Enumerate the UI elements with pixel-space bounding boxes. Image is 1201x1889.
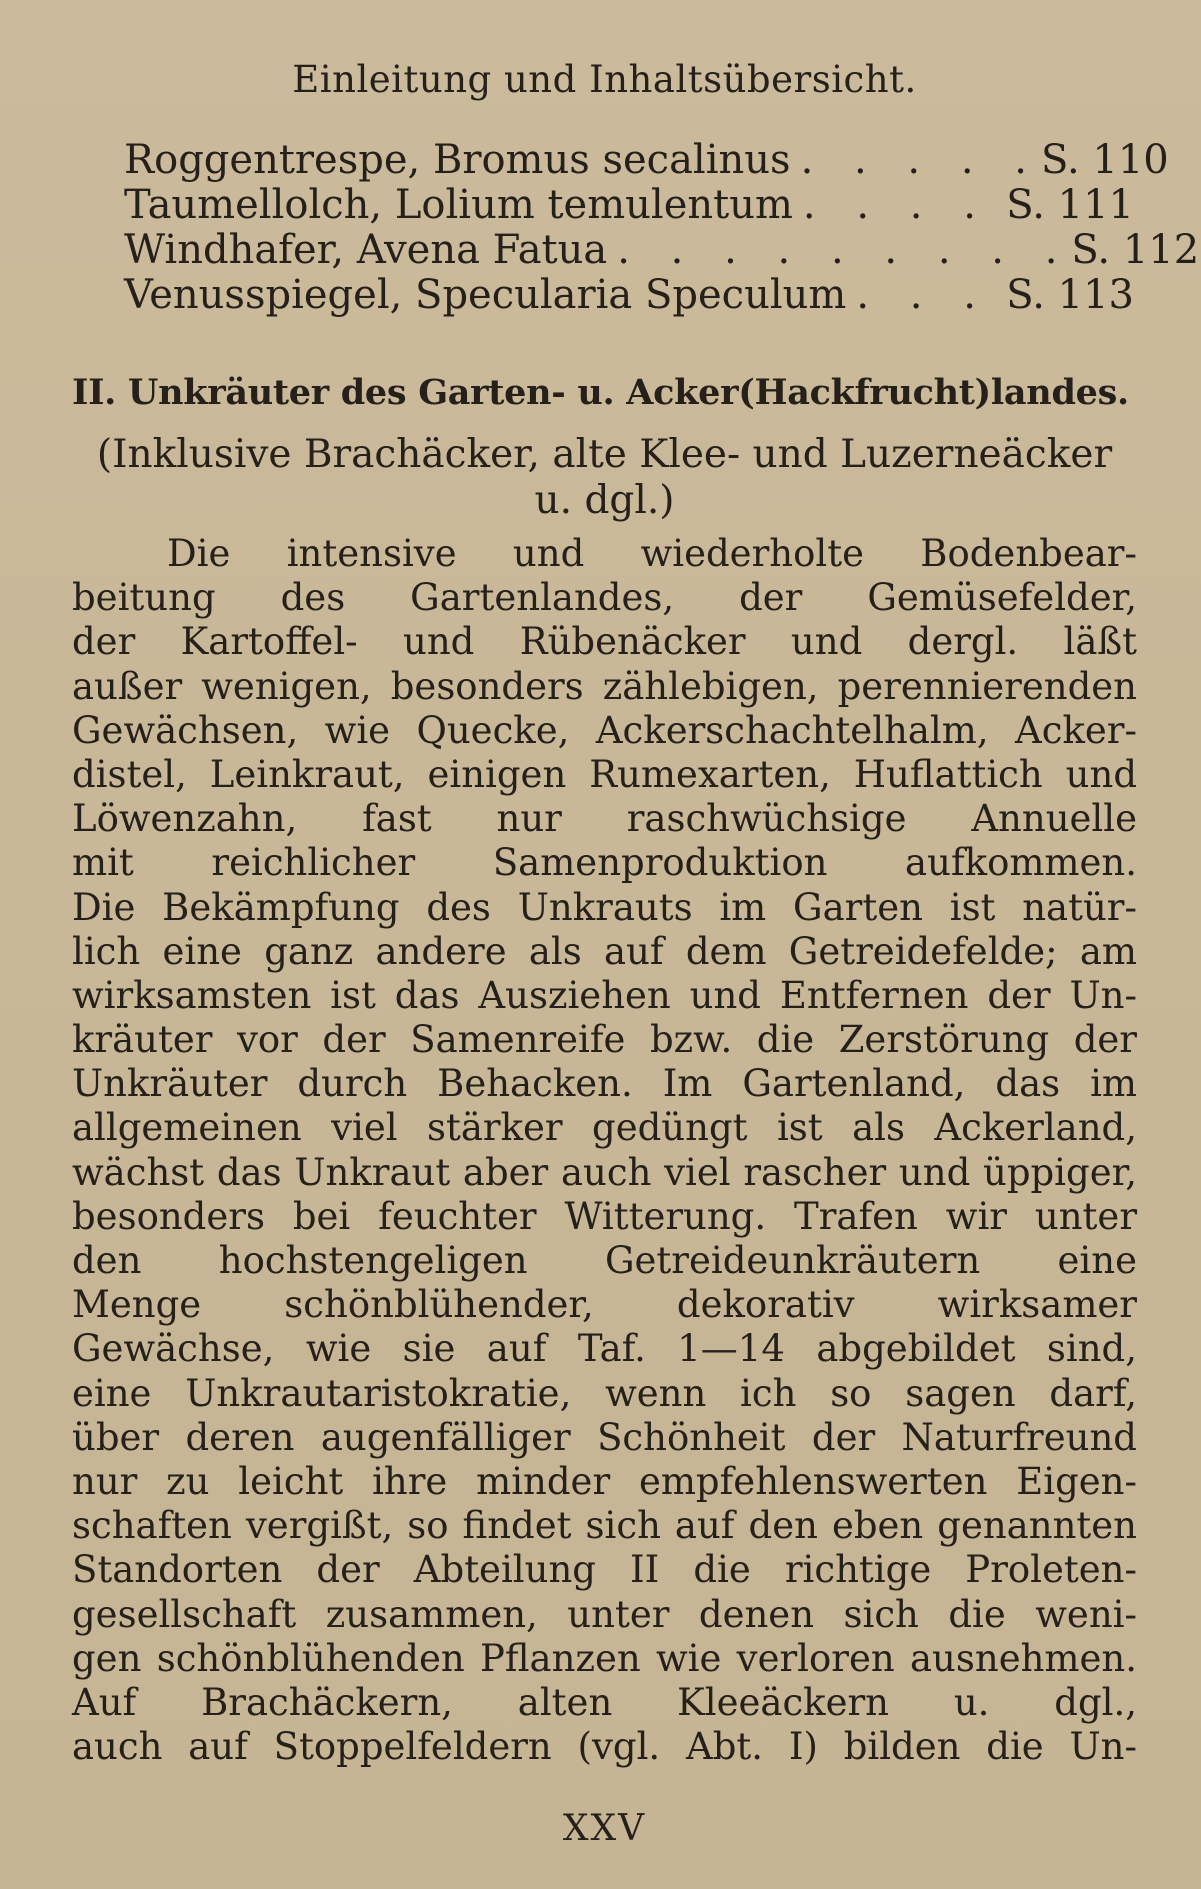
toc-entry-page: S. 113 [1006,272,1134,318]
text-line: Gewächse, wie sie auf Taf. 1—14 abgebildet sind, [72,1327,1137,1371]
text-line: Standorten der Abteilung II die richtige Proleten- [72,1548,1137,1592]
text-line: Die Bekämpfung des Unkrauts im Garten ist natür- [72,885,1137,929]
text-line: auch auf Stoppelfeldern (vgl. Abt. I) bilden die Un- [72,1725,1137,1769]
text-line: distel, Leinkraut, einigen Rumexarten, Huflattich und [72,752,1137,796]
text-line: den hochstengeligen Getreideunkräutern eine [72,1239,1137,1282]
text-line: allgemeinen viel stärker gedüngt ist als Ackerland, [72,1106,1137,1150]
text-line: gesellschaft zusammen, unter denen sich die weni- [72,1592,1137,1636]
text-line: lich eine ganz andere als auf dem Getreidefelde; am [72,929,1137,973]
text-line: gen schönblühenden Pflanzen wie verloren ausnehmen. [72,1636,1137,1680]
running-head: Einleitung und Inhaltsübersicht. [292,58,917,101]
body-paragraph [72,532,1137,1769]
text-line: wächst das Unkraut aber auch viel rascher und üppiger, [72,1150,1137,1194]
text-line: der Kartoffel- und Rübenäcker und dergl. läßt [72,620,1137,664]
toc-entry-title: Taumellolch, Lolium temulentum [124,182,793,228]
toc-entry [124,137,1169,183]
toc-entry-page: S. 111 [1006,182,1134,228]
text-line: Gewächsen, wie Quecke, Ackerschachtelhalm, Acker- [72,708,1137,752]
toc-entry-leader: . . . [856,272,990,318]
toc-entry-title: Windhafer, Avena Fatua [124,227,608,273]
section-heading: II. Unkräuter des Garten- u. Acker(Hackfrucht)landes. [72,372,1129,413]
book-page [72,0,1200,1889]
text-line: beitung des Gartenlandes, der Gemüsefelder, [72,576,1137,620]
text-line: kräuter vor der Samenreife bzw. die Zerstörung der [72,1018,1137,1062]
text-line: Unkräuter durch Behacken. Im Gartenland, das im [72,1062,1137,1106]
text-line: Auf Brachäckern, alten Kleeäckern u. dgl., [72,1680,1137,1724]
toc-entry-title: Venusspiegel, Specularia Speculum [124,272,847,318]
text-line: nur zu leicht ihre minder empfehlenswerten Eigen- [72,1459,1137,1503]
text-line: wirksamsten ist das Ausziehen und Entfernen der Un- [72,973,1137,1017]
toc-entry-leader: . . . . . [800,137,1041,183]
text-line: über deren augenfälliger Schönheit der Naturfreund [72,1415,1137,1459]
text-line: Die intensive und wiederholte Bodenbear- [167,532,1137,575]
page-number: XXV [562,1808,647,1849]
text-line: eine Unkrautaristokratie, wenn ich so sagen darf, [72,1371,1137,1415]
toc-list [124,137,1200,318]
toc-entry-page: S. 110 [1041,137,1169,183]
subheading-line: (Inklusive Brachäcker, alte Klee- und Luzerneäcker [96,432,1113,477]
text-line: besonders bei feuchter Witterung. Trafen wir unter [72,1194,1137,1238]
subheading-line: u. dgl.) [534,478,675,523]
toc-entry-leader: . . . . . . . . . [617,227,1072,273]
section-subheading [72,432,1137,524]
toc-entry [124,273,1134,318]
text-line: mit reichlicher Samenproduktion aufkommen. [72,841,1137,885]
text-line: außer wenigen, besonders zählebigen, perennierenden [72,664,1137,708]
toc-entry-title: Roggentrespe, Bromus secalinus [124,137,791,183]
toc-entry [124,183,1134,228]
text-line: Menge schönblühender, dekorativ wirksamer [72,1283,1137,1327]
text-line: Löwenzahn, fast nur raschwüchsige Annuelle [72,797,1137,841]
toc-entry-leader: . . . . [802,182,990,228]
toc-entry-page: S. 112 [1071,227,1200,273]
toc-entry [124,227,1200,273]
text-line: schaften vergißt, so findet sich auf den eben genannten [72,1504,1137,1548]
